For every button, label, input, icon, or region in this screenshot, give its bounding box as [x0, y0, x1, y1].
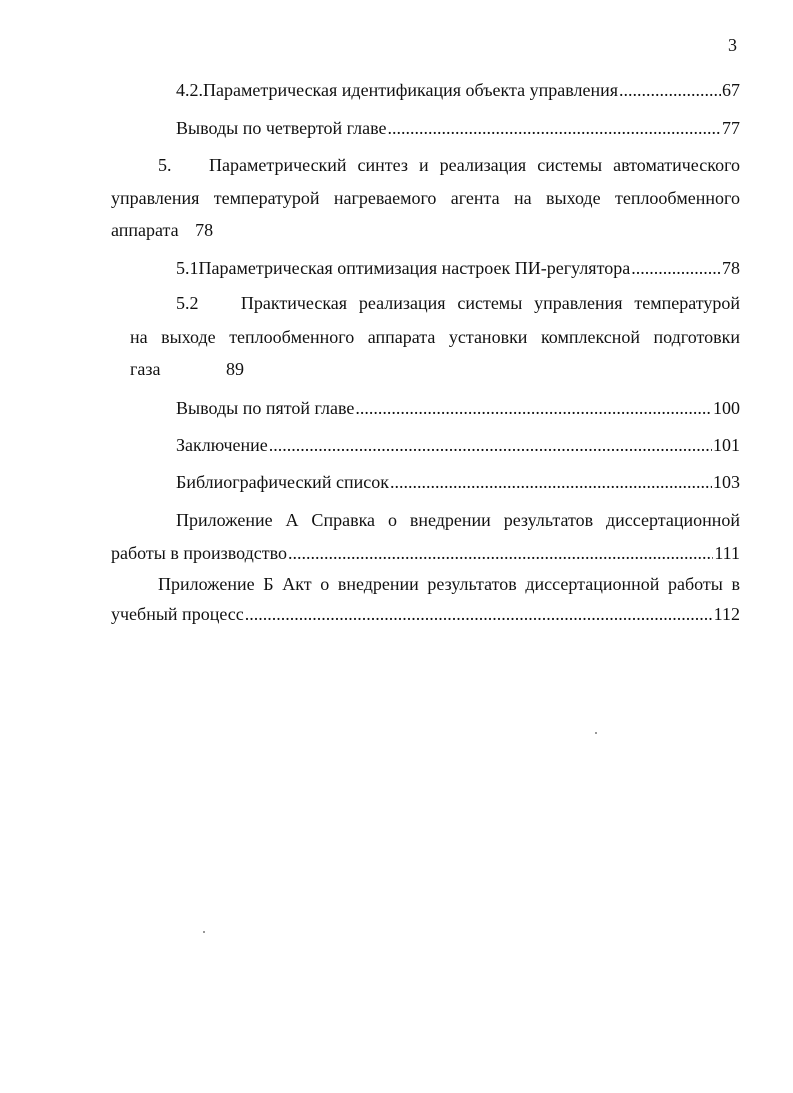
toc-entry-conclusions-4[interactable]: [176, 117, 740, 139]
dot-leader: [288, 542, 713, 564]
dot-leader: [355, 397, 712, 419]
dot-leader: [269, 434, 712, 456]
toc-entry-page: 101: [713, 435, 740, 455]
toc-entry-title: газа: [130, 359, 161, 379]
toc-entry-page: 111: [714, 543, 740, 563]
toc-entry-page: 103: [713, 472, 740, 492]
toc-entry-page: 77: [722, 118, 740, 138]
toc-entry-line: Приложение А Справка о внедрении результатов диссертационной: [176, 510, 740, 530]
toc-entry-title: работы в производство: [111, 543, 287, 563]
scan-speck: [595, 732, 597, 734]
toc-entry-number: 5.: [158, 155, 172, 175]
toc-entry-title: учебный процесс: [111, 604, 244, 624]
toc-entry-title: Выводы по пятой главе: [176, 398, 355, 418]
dot-leader: [245, 603, 713, 625]
dot-leader: [631, 257, 721, 279]
toc-entry-title: аппарата: [111, 220, 179, 240]
toc-entry-title: Параметрическая оптимизация настроек ПИ-регулятора: [198, 258, 631, 278]
toc-entry-number: 5.1: [176, 258, 199, 278]
toc-entry-page: 67: [722, 80, 740, 100]
toc-entry-bibliography[interactable]: [176, 471, 740, 493]
page-number: 3: [728, 35, 737, 55]
toc-entry-line: Приложение Б Акт о внедрении результатов диссертационной работы в: [158, 574, 740, 594]
toc-entry-line: [111, 603, 740, 625]
toc-entry-title: Выводы по четвертой главе: [176, 118, 387, 138]
toc-entry-title: Библиографический список: [176, 472, 389, 492]
toc-entry-title: Параметрическая идентификация объекта управления: [203, 80, 619, 100]
toc-entry-conclusion[interactable]: [176, 434, 740, 456]
toc-entry-title: Практическая реализация системы управления температурой: [240, 293, 741, 313]
toc-entry-page: 89: [225, 359, 244, 379]
toc-entry-page: 78: [722, 258, 740, 278]
toc-entry-line: [130, 358, 244, 380]
toc-entry-line: на выходе теплообменного аппарата установки комплексной подготовки: [130, 327, 740, 347]
toc-entry-page: 78: [195, 220, 214, 240]
toc-entry-line: [111, 542, 740, 564]
dot-leader: [390, 471, 712, 493]
toc-entry-number: 5.2: [176, 293, 199, 313]
dot-leader: [619, 79, 721, 101]
toc-entry-5-1[interactable]: [176, 257, 740, 279]
toc-entry-title: Заключение: [176, 435, 268, 455]
dot-leader: [387, 117, 721, 139]
toc-entry-page: 100: [713, 398, 740, 418]
toc-entry-4-2[interactable]: [176, 79, 740, 101]
scan-speck: [203, 931, 205, 933]
toc-entry-conclusions-5[interactable]: [176, 397, 740, 419]
toc-entry-line: [111, 219, 213, 241]
toc-entry-title: Параметрический синтез и реализация системы автоматического: [209, 155, 741, 175]
toc-entry-line: [158, 154, 740, 176]
toc-entry-line: [176, 292, 740, 314]
toc-entry-number: 4.2.: [176, 80, 203, 100]
toc-entry-line: управления температурой нагреваемого агента на выходе теплообменного: [111, 188, 740, 208]
toc-entry-page: 112: [713, 604, 740, 624]
